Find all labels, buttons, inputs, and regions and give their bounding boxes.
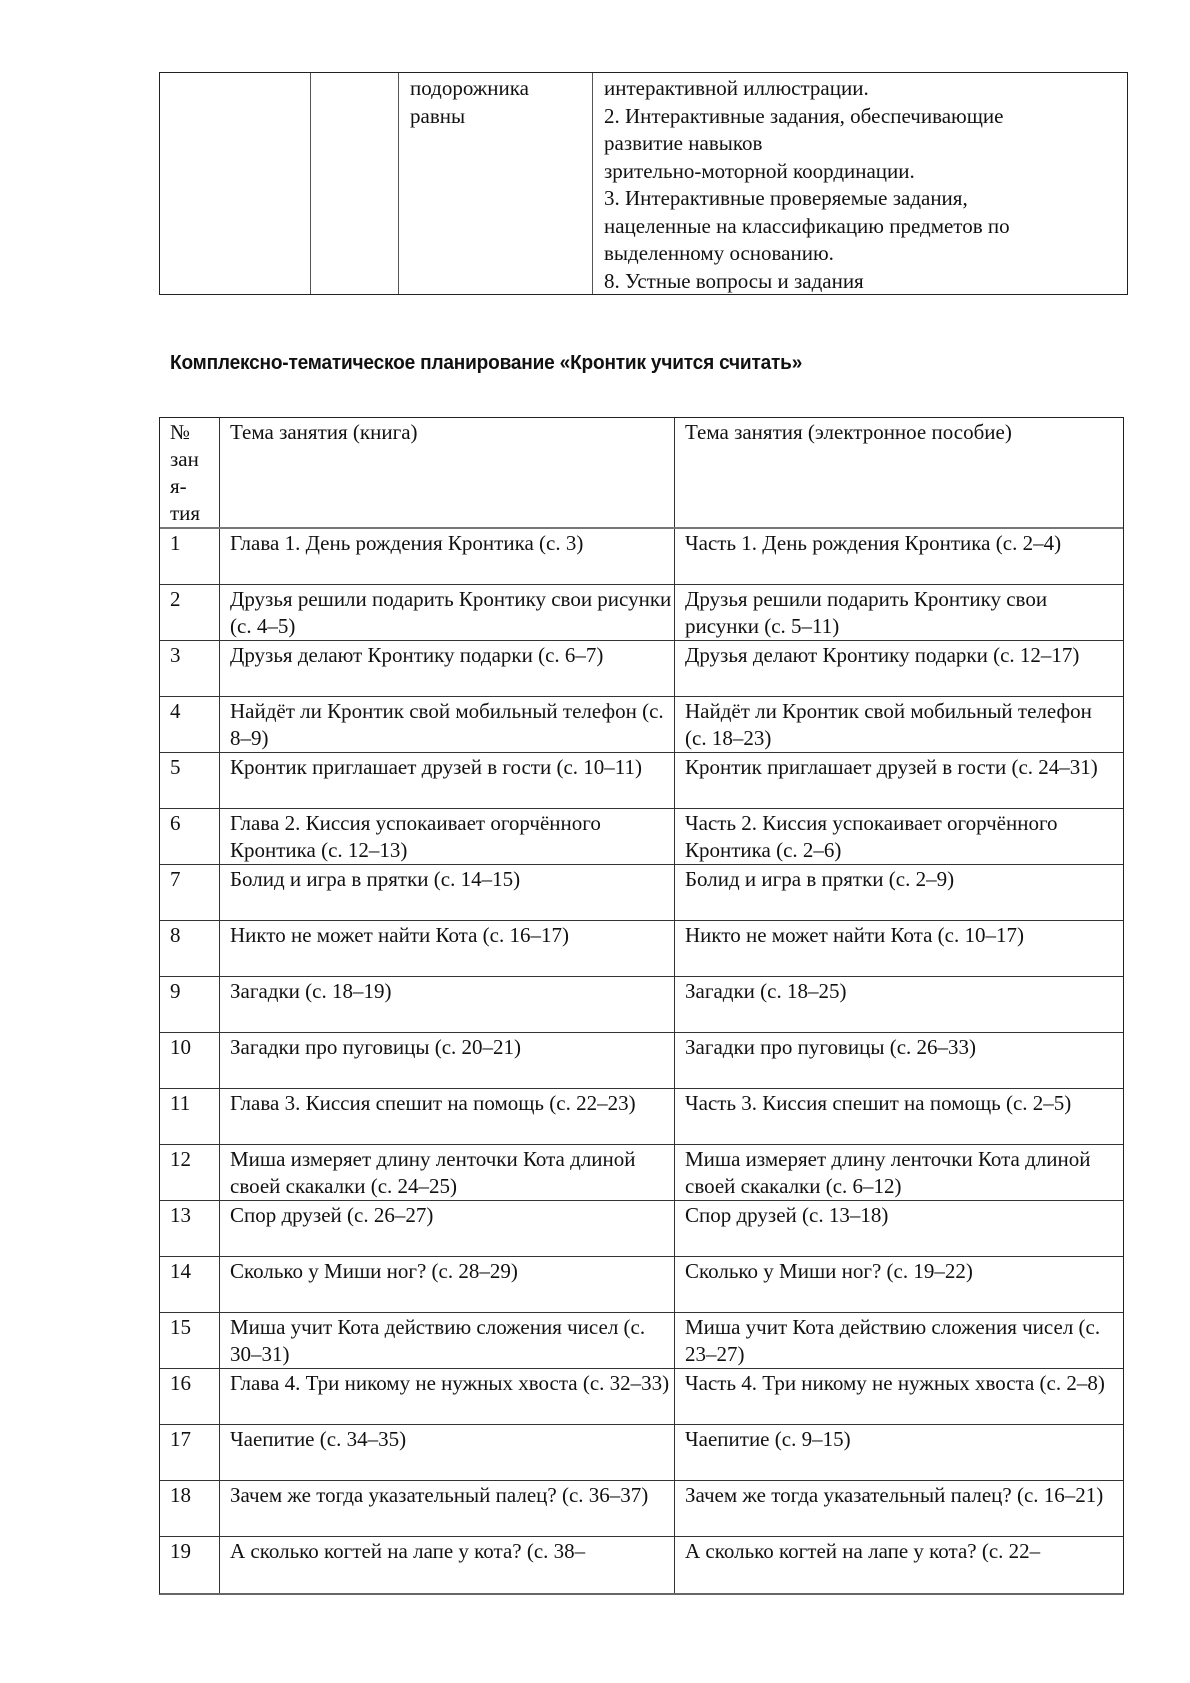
book-topic-cell: Миша учит Кота действию сложения чисел (с. 30–31) (220, 1313, 675, 1368)
resources-cell (593, 73, 1127, 294)
table-row (160, 1425, 1123, 1481)
header-ebook-topic: Тема занятия (электронное пособие) (685, 420, 1012, 444)
lesson-number-cell: 6 (160, 809, 220, 864)
lesson-number-cell: 7 (160, 865, 220, 920)
table-row (160, 585, 1123, 641)
topic-line: равны (410, 103, 466, 128)
book-topic-cell: Друзья делают Кронтику подарки (с. 6–7) (220, 641, 675, 696)
table-row (160, 977, 1123, 1033)
ebook-topic-cell: А сколько когтей на лапе у кота? (с. 22– (685, 1539, 1041, 1563)
ebook-topic-cell: Спор друзей (с. 13–18) (685, 1203, 889, 1227)
book-topic-cell: Загадки (с. 18–19) (220, 977, 675, 1032)
table-row (160, 1537, 1123, 1593)
resource-line: развитие навыков (604, 131, 763, 155)
book-topic-cell: Миша измеряет длину ленточки Кота длиной своей скакалки (с. 24–25) (220, 1145, 675, 1200)
book-topic-cell: Глава 1. День рождения Кронтика (с. 3) (220, 529, 675, 584)
ebook-topic-cell: Чаепитие (с. 9–15) (685, 1427, 851, 1451)
ebook-topic-cell: Часть 1. День рождения Кронтика (с. 2–4) (685, 531, 1062, 555)
ebook-topic-cell: Друзья делают Кронтику подарки (с. 12–17) (685, 643, 1080, 667)
book-topic-cell: Сколько у Миши ног? (с. 28–29) (220, 1257, 675, 1312)
book-topic-cell: Глава 3. Киссия спешит на помощь (с. 22–23) (220, 1089, 675, 1144)
lesson-number-cell: 15 (160, 1313, 220, 1368)
ebook-topic-cell: Найдёт ли Кронтик свой мобильный телефон (с. 18–23) (685, 699, 1092, 750)
ebook-topic-cell: Часть 4. Три никому не нужных хвоста (с. 2–8) (685, 1371, 1105, 1395)
topic-line: подорожника (410, 76, 529, 100)
lesson-number-cell: 4 (160, 697, 220, 752)
empty-cell-col1 (160, 73, 311, 294)
resource-line: нацеленные на классификацию предметов по (604, 213, 1010, 238)
ebook-topic-cell: Загадки про пуговицы (с. 26–33) (685, 1035, 977, 1059)
lesson-number-cell: 2 (160, 585, 220, 640)
empty-cell-col2 (311, 73, 399, 294)
table-row (160, 1369, 1123, 1425)
section-title: Комплексно-тематическое планирование «Кронтик учится считать» (170, 351, 803, 374)
ebook-topic-cell: Часть 3. Киссия спешит на помощь (с. 2–5) (685, 1091, 1072, 1115)
table-row (160, 1257, 1123, 1313)
book-topic-cell: Друзья решили подарить Кронтику свои рисунки (с. 4–5) (220, 585, 675, 640)
table-row (160, 697, 1123, 753)
table-row (160, 1201, 1123, 1257)
table-row (160, 529, 1123, 585)
book-topic-cell: Глава 4. Три никому не нужных хвоста (с. 32–33) (220, 1369, 675, 1424)
book-topic-cell: Чаепитие (с. 34–35) (220, 1425, 675, 1480)
header-line: тия (170, 501, 201, 525)
lesson-number-cell: 18 (160, 1481, 220, 1536)
ebook-topic-cell: Никто не может найти Кота (с. 10–17) (685, 923, 1024, 947)
book-topic-cell: Болид и игра в прятки (с. 14–15) (220, 865, 675, 920)
lesson-number-cell: 10 (160, 1033, 220, 1088)
lesson-number-cell: 3 (160, 641, 220, 696)
lesson-number-cell: 8 (160, 921, 220, 976)
table-row (160, 1313, 1123, 1369)
continued-table-fragment (159, 72, 1128, 295)
resource-line: 2. Интерактивные задания, обеспечивающие (604, 103, 1004, 128)
ebook-topic-cell: Болид и игра в прятки (с. 2–9) (685, 867, 955, 891)
table-row (160, 641, 1123, 697)
lesson-number-cell: 9 (160, 977, 220, 1032)
book-topic-cell: Найдёт ли Кронтик свой мобильный телефон (с. 8–9) (220, 697, 675, 752)
lesson-number-cell: 13 (160, 1201, 220, 1256)
ebook-topic-cell: Миша учит Кота действию сложения чисел (с. 23–27) (685, 1315, 1101, 1366)
ebook-topic-cell: Миша измеряет длину ленточки Кота длиной своей скакалки (с. 6–12) (685, 1147, 1091, 1198)
header-line: № (170, 420, 191, 444)
lesson-number-cell: 19 (160, 1537, 220, 1593)
lesson-number-cell: 12 (160, 1145, 220, 1200)
header-lesson-number (160, 418, 220, 527)
header-book-topic: Тема занятия (книга) (220, 418, 675, 527)
table-row (160, 865, 1123, 921)
book-topic-cell: Никто не может найти Кота (с. 16–17) (220, 921, 675, 976)
table-row (160, 1089, 1123, 1145)
resource-line: 3. Интерактивные проверяемые задания, (604, 186, 968, 210)
table-row (160, 1481, 1123, 1537)
table-row (160, 753, 1123, 809)
header-line: зан (170, 447, 199, 471)
ebook-topic-cell: Кронтик приглашает друзей в гости (с. 24–31) (685, 755, 1098, 779)
table-row (160, 1033, 1123, 1089)
table-header-row (160, 418, 1123, 529)
ebook-topic-cell: Загадки (с. 18–25) (685, 979, 847, 1003)
plan-table (159, 417, 1124, 1595)
book-topic-cell: Спор друзей (с. 26–27) (220, 1201, 675, 1256)
book-topic-cell: Кронтик приглашает друзей в гости (с. 10–11) (220, 753, 675, 808)
lesson-number-cell: 1 (160, 529, 220, 584)
table-row (160, 921, 1123, 977)
resource-line: 8. Устные вопросы и задания (604, 268, 864, 293)
book-topic-cell: А сколько когтей на лапе у кота? (с. 38– (220, 1537, 675, 1593)
resource-line: зрительно-моторной координации. (604, 158, 915, 183)
ebook-topic-cell: Зачем же тогда указательный палец? (с. 16–21) (685, 1483, 1104, 1507)
lesson-number-cell: 14 (160, 1257, 220, 1312)
ebook-topic-cell: Часть 2. Киссия успокаивает огорчённого Кронтика (с. 2–6) (685, 811, 1058, 862)
table-row (160, 1145, 1123, 1201)
lesson-number-cell: 5 (160, 753, 220, 808)
book-topic-cell: Глава 2. Киссия успокаивает огорчённого Кронтика (с. 12–13) (220, 809, 675, 864)
header-line: я- (170, 474, 187, 498)
lesson-number-cell: 17 (160, 1425, 220, 1480)
table-row (160, 809, 1123, 865)
resource-line: выделенному основанию. (604, 241, 834, 265)
book-topic-cell: Загадки про пуговицы (с. 20–21) (220, 1033, 675, 1088)
book-topic-cell: Зачем же тогда указательный палец? (с. 36–37) (220, 1481, 675, 1536)
lesson-number-cell: 16 (160, 1369, 220, 1424)
ebook-topic-cell: Сколько у Миши ног? (с. 19–22) (685, 1259, 973, 1283)
resource-line: интерактивной иллюстрации. (604, 76, 869, 100)
topic-cell (399, 73, 593, 294)
lesson-number-cell: 11 (160, 1089, 220, 1144)
ebook-topic-cell: Друзья решили подарить Кронтику свои рисунки (с. 5–11) (685, 587, 1048, 638)
